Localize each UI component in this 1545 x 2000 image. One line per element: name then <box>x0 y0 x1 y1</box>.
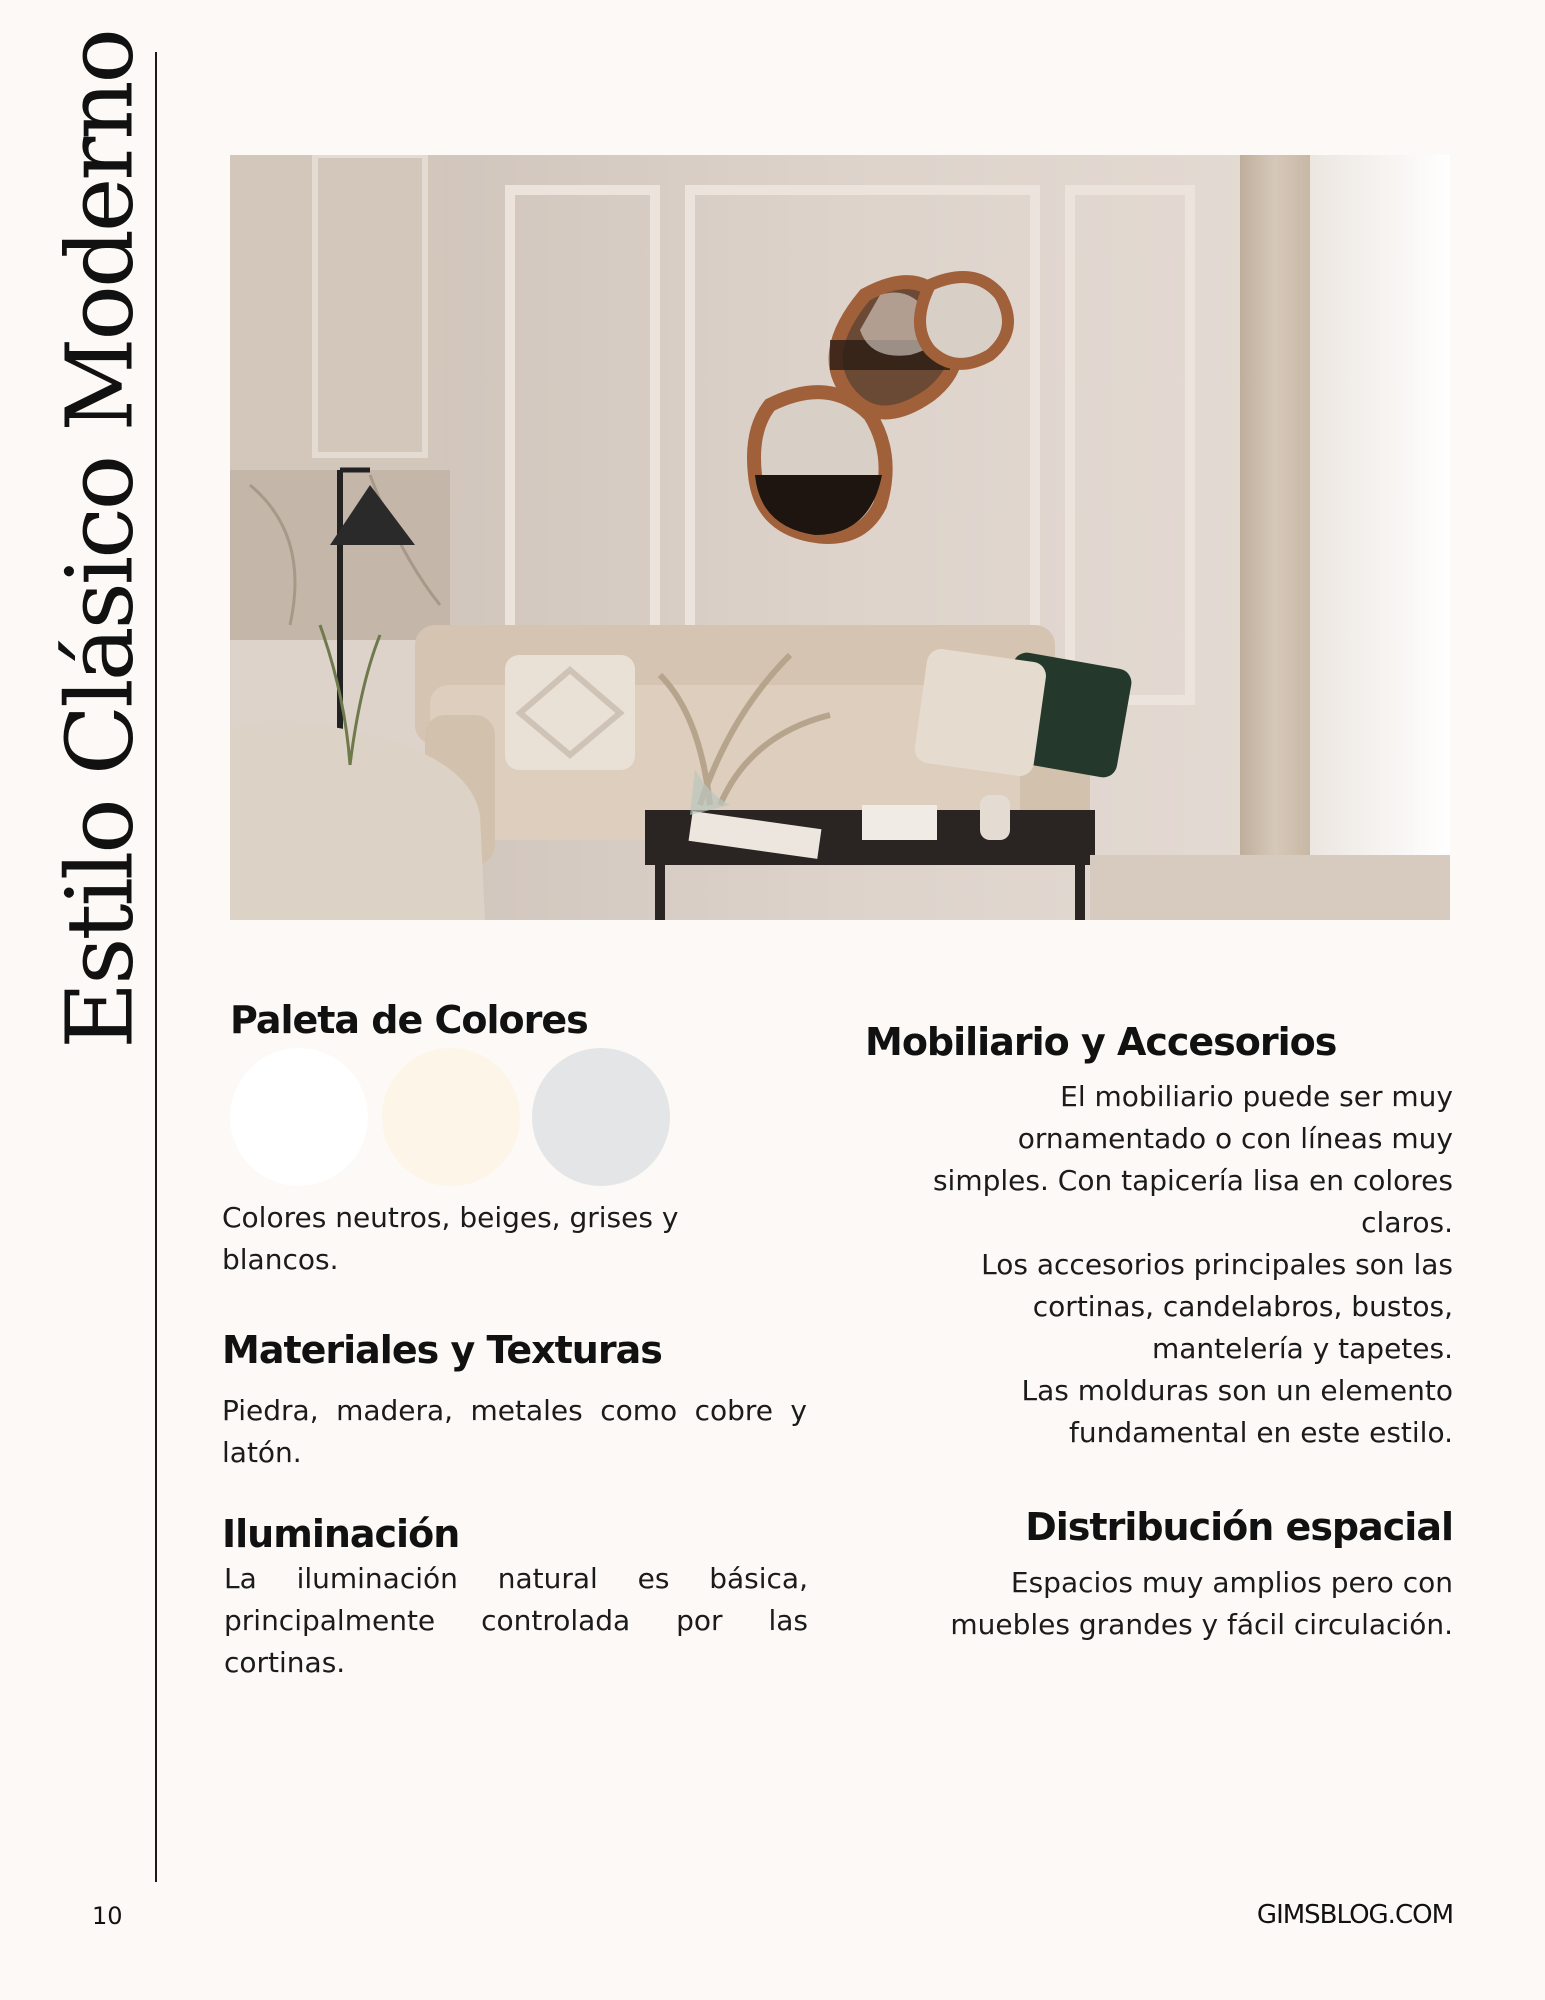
lighting-heading: Iluminación <box>222 1512 460 1556</box>
distribution-line: Espacios muy amplios pero con <box>1010 1566 1453 1599</box>
materials-text: Piedra, madera, metales como cobre y latón. <box>222 1394 807 1469</box>
furniture-line: ornamentado o con líneas muy <box>1017 1122 1453 1155</box>
palette-heading: Paleta de Colores <box>230 998 588 1042</box>
furniture-line: fundamental en este estilo. <box>1068 1416 1453 1449</box>
distribution-line: muebles grandes y fácil circulación. <box>950 1608 1453 1641</box>
furniture-line: claros. <box>1361 1206 1453 1239</box>
furniture-heading: Mobiliario y Accesorios <box>865 1020 1337 1064</box>
furniture-line: Las molduras son un elemento <box>1021 1374 1453 1407</box>
lighting-text: La iluminación natural es básica, principalmente controlada por las cortinas. <box>224 1562 808 1679</box>
site-url[interactable]: GIMSBLOG.COM <box>1256 1900 1453 1930</box>
furniture-text <box>853 1076 1453 1454</box>
furniture-line: El mobiliario puede ser muy <box>1060 1080 1453 1113</box>
distribution-text <box>853 1562 1453 1646</box>
materials-heading: Materiales y Texturas <box>222 1328 662 1372</box>
furniture-line: cortinas, candelabros, bustos, <box>1032 1290 1453 1323</box>
side-title: Estilo Clásico Moderno <box>46 31 154 1049</box>
living-room-photo <box>230 155 1450 920</box>
swatch-white <box>230 1048 368 1186</box>
furniture-line: simples. Con tapicería lisa en colores <box>932 1164 1453 1197</box>
palette-text: Colores neutros, beiges, grises y blancos. <box>222 1201 679 1276</box>
distribution-heading: Distribución espacial <box>1025 1505 1453 1549</box>
furniture-line: Los accesorios principales son las <box>981 1248 1453 1281</box>
vertical-divider <box>155 52 157 1882</box>
furniture-line: mantelería y tapetes. <box>1151 1332 1453 1365</box>
page-number: 10 <box>92 1902 123 1930</box>
swatch-gray <box>532 1048 670 1186</box>
swatch-beige <box>382 1048 520 1186</box>
